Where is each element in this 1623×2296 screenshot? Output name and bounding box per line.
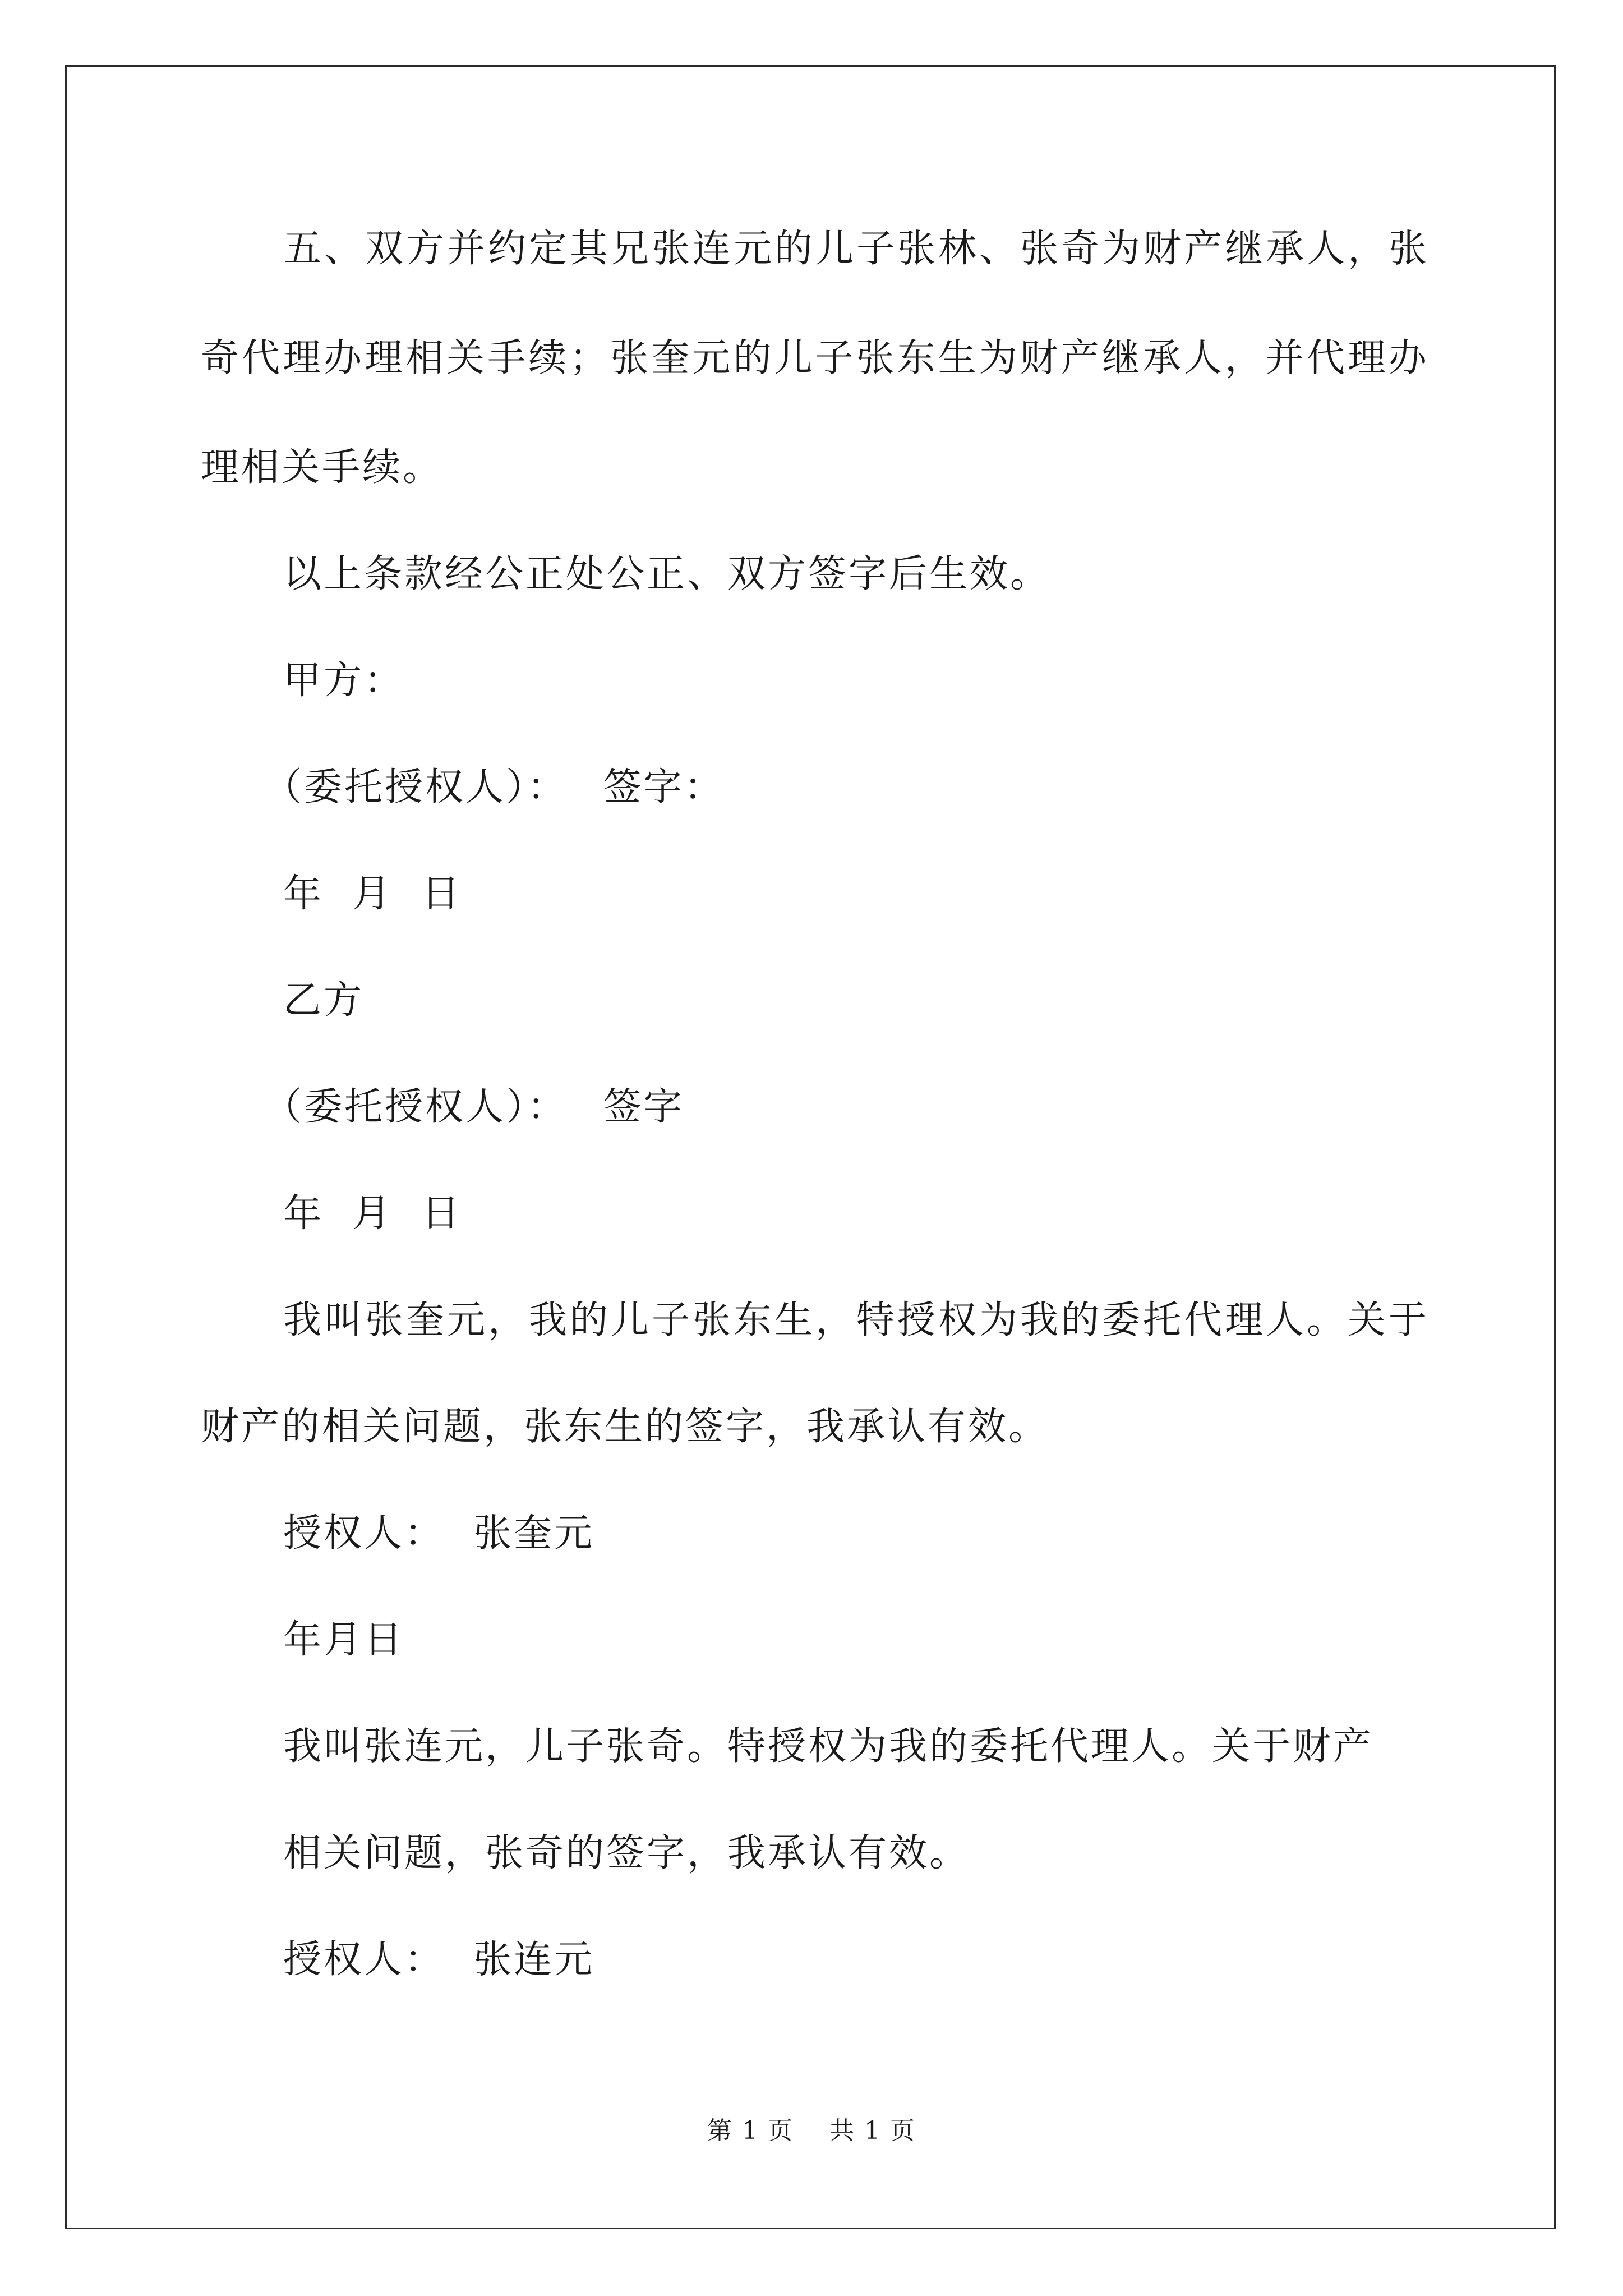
page-number-footer: 第 1 页 共 1 页: [707, 2116, 916, 2145]
party-b-date: 年 月 日: [283, 1191, 462, 1236]
authorization-lianyuan-line-2: 相关问题，张奇的签字，我承认有效。: [283, 1831, 970, 1875]
authorizer-kuiyuan: 授权人： 张奎元: [283, 1511, 595, 1556]
authorization-kuiyuan-line-1: [283, 1298, 1429, 1342]
page-border: [65, 65, 1556, 2229]
clause-five-line-1: [283, 227, 1429, 271]
effective-clause: 以上条款经公正处公正、双方签字后生效。: [283, 552, 1051, 596]
clause-five-line-3: 理相关手续。: [201, 445, 444, 490]
party-b-label: 乙方: [283, 978, 365, 1023]
authorizer-kuiyuan-date: 年月日: [283, 1618, 405, 1662]
party-a-date: 年 月 日: [283, 872, 462, 916]
clause-five-line-2-text: 奇代理办理相关手续；张奎元的儿子张东生为财产继承人，并代理办: [201, 336, 1429, 380]
authorization-lianyuan-line-1: 我叫张连元，儿子张奇。特授权为我的委托代理人。关于财产: [283, 1724, 1374, 1769]
authorization-kuiyuan-line-2: 财产的相关问题，张东生的签字，我承认有效。: [201, 1405, 1049, 1449]
clause-five-line-2: [201, 336, 1429, 380]
authorization-kuiyuan-line-1-text: 我叫张奎元，我的儿子张东生，特授权为我的委托代理人。关于: [283, 1298, 1429, 1342]
party-b-signature-line: （委托授权人）： 签字: [264, 1085, 684, 1129]
party-a-label: 甲方：: [283, 659, 405, 703]
authorizer-lianyuan: 授权人： 张连元: [283, 1938, 595, 1982]
clause-five-line-1-text: 五、双方并约定其兄张连元的儿子张林、张奇为财产继承人，张: [283, 227, 1429, 271]
party-a-signature-line: （委托授权人）： 签字：: [264, 765, 725, 809]
